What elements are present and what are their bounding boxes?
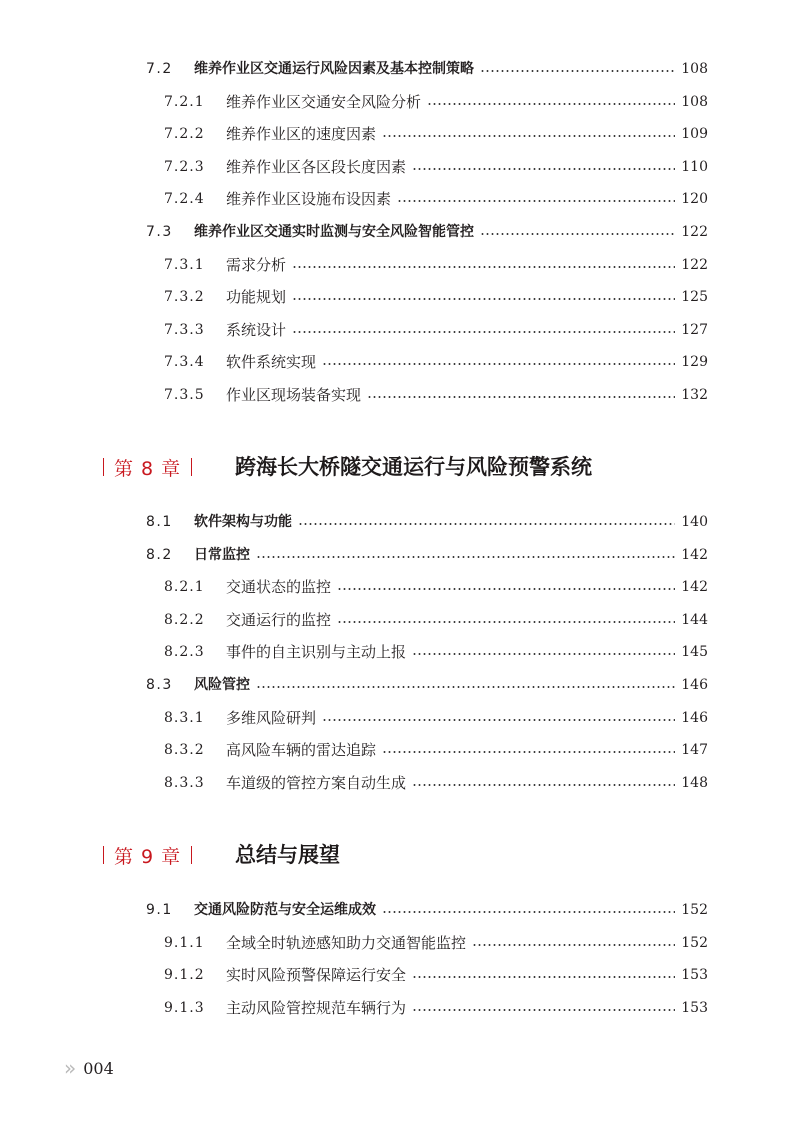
- toc-entry-8-3-3[interactable]: [164, 771, 708, 795]
- toc-entry-8-3[interactable]: [146, 673, 708, 697]
- toc-entry-title: 维养作业区交通运行风险因素及基本控制策略: [194, 61, 474, 77]
- toc-entry-title: 多维风险研判: [226, 709, 317, 727]
- dot-leader: [292, 331, 675, 333]
- toc-entry-page: 109: [681, 126, 708, 142]
- dot-leader: [412, 168, 675, 170]
- toc-entry-title: 软件架构与功能: [194, 514, 292, 530]
- toc-entry-number: 7.3.1: [164, 257, 205, 273]
- chapter-label: 第 8 章: [114, 457, 182, 480]
- toc-entry-number: 8.1: [146, 514, 173, 530]
- toc-entry-title: 风险管控: [194, 677, 250, 693]
- toc-entry-page: 144: [681, 612, 708, 628]
- dot-leader: [292, 298, 675, 300]
- toc-entry-number: 8.3.1: [164, 710, 205, 726]
- dot-leader: [382, 911, 675, 913]
- dot-leader: [337, 621, 675, 623]
- toc-entry-page: 122: [681, 224, 708, 240]
- toc-entry-7-3-3[interactable]: [164, 318, 708, 342]
- toc-entry-8-2-1[interactable]: [164, 575, 708, 599]
- toc-entry-page: 142: [681, 547, 708, 563]
- toc-entry-8-3-2[interactable]: [164, 738, 708, 762]
- toc-entry-page: 142: [681, 579, 708, 595]
- toc-entry-title: 系统设计: [226, 321, 287, 339]
- toc-entry-8-2-2[interactable]: [164, 608, 708, 632]
- dot-leader: [337, 588, 675, 590]
- toc-entry-number: 9.1.2: [164, 967, 205, 983]
- toc-entry-title: 维养作业区交通实时监测与安全风险智能管控: [194, 224, 474, 240]
- toc-entry-number: 7.2: [146, 61, 173, 77]
- toc-entry-7-3-5[interactable]: [164, 383, 708, 407]
- double-chevron-right-icon: »: [64, 1056, 77, 1080]
- dot-leader: [472, 944, 675, 946]
- toc-entry-7-2-3[interactable]: [164, 155, 708, 179]
- dot-leader: [412, 784, 675, 786]
- page-number: 004: [83, 1058, 114, 1078]
- toc-entry-page: 122: [681, 257, 708, 273]
- toc-entry-title: 车道级的管控方案自动生成: [226, 774, 407, 792]
- toc-entry-page: 146: [681, 677, 708, 693]
- toc-entry-title: 需求分析: [226, 256, 287, 274]
- toc-entry-7-3-4[interactable]: [164, 350, 708, 374]
- toc-entry-number: 7.2.1: [164, 94, 205, 110]
- toc-entry-number: 8.2.3: [164, 644, 205, 660]
- toc-entry-number: 8.3.3: [164, 775, 205, 791]
- toc-entry-page: 152: [681, 902, 708, 918]
- toc-entry-title: 维养作业区交通安全风险分析: [226, 93, 422, 111]
- chapter-9-heading[interactable]: [103, 840, 192, 870]
- toc-entry-7-3-2[interactable]: [164, 285, 708, 309]
- dot-leader: [322, 719, 675, 721]
- toc-entry-number: 7.2.2: [164, 126, 205, 142]
- toc-entry-page: 108: [681, 94, 708, 110]
- chapter-8-title: 跨海长大桥隧交通运行与风险预警系统: [235, 454, 592, 479]
- toc-entry-title: 软件系统实现: [226, 353, 317, 371]
- dot-leader: [480, 70, 675, 72]
- toc-entry-page: 140: [681, 514, 708, 530]
- chapter-label-bar-right: [191, 846, 192, 864]
- dot-leader: [480, 233, 675, 235]
- toc-entry-number: 8.2.2: [164, 612, 205, 628]
- toc-entry-8-2[interactable]: [146, 543, 708, 567]
- toc-entry-title: 维养作业区各区段长度因素: [226, 158, 407, 176]
- toc-entry-page: 129: [681, 354, 708, 370]
- toc-entry-page: 110: [681, 159, 708, 175]
- toc-entry-title: 维养作业区的速度因素: [226, 125, 377, 143]
- toc-entry-page: 108: [681, 61, 708, 77]
- toc-entry-8-3-1[interactable]: [164, 706, 708, 730]
- dot-leader: [292, 266, 675, 268]
- toc-entry-title: 交通风险防范与安全运维成效: [194, 902, 376, 918]
- toc-entry-page: 153: [681, 967, 708, 983]
- dot-leader: [256, 686, 675, 688]
- toc-entry-page: 153: [681, 1000, 708, 1016]
- toc-entry-number: 7.3.2: [164, 289, 205, 305]
- toc-entry-title: 事件的自主识别与主动上报: [226, 643, 407, 661]
- toc-entry-number: 7.3.4: [164, 354, 205, 370]
- toc-entry-page: 132: [681, 387, 708, 403]
- toc-entry-7-2[interactable]: [146, 57, 708, 81]
- toc-entry-title: 交通运行的监控: [226, 611, 332, 629]
- chapter-8-heading[interactable]: [103, 452, 192, 482]
- dot-leader: [397, 200, 675, 202]
- toc-entry-number: 9.1.1: [164, 935, 205, 951]
- dot-leader: [256, 556, 675, 558]
- toc-entry-title: 日常监控: [194, 547, 250, 563]
- toc-entry-number: 8.3: [146, 677, 173, 693]
- toc-entry-title: 维养作业区设施布设因素: [226, 190, 392, 208]
- toc-entry-number: 8.3.2: [164, 742, 205, 758]
- toc-entry-page: 152: [681, 935, 708, 951]
- toc-entry-page: 148: [681, 775, 708, 791]
- toc-entry-number: 7.2.3: [164, 159, 205, 175]
- chapter-9-title: 总结与展望: [235, 842, 340, 867]
- toc-entry-8-2-3[interactable]: [164, 640, 708, 664]
- toc-entry-number: 9.1: [146, 902, 173, 918]
- toc-entry-number: 7.3.3: [164, 322, 205, 338]
- toc-entry-number: 8.2: [146, 547, 173, 563]
- chapter-label: 第 9 章: [114, 845, 182, 868]
- toc-entry-number: 9.1.3: [164, 1000, 205, 1016]
- toc-entry-title: 交通状态的监控: [226, 578, 332, 596]
- toc-entry-page: 127: [681, 322, 708, 338]
- toc-entry-page: 145: [681, 644, 708, 660]
- toc-entry-8-1[interactable]: [146, 510, 708, 534]
- toc-entry-9-1-2[interactable]: [164, 963, 708, 987]
- dot-leader: [367, 396, 675, 398]
- toc-entry-7-2-1[interactable]: [164, 90, 708, 114]
- toc-entry-number: 8.2.1: [164, 579, 205, 595]
- chapter-label-bar-left: [103, 846, 104, 864]
- toc-entry-9-1[interactable]: [146, 898, 708, 922]
- toc-entry-title: 高风险车辆的雷达追踪: [226, 741, 377, 759]
- toc-entry-title: 作业区现场装备实现: [226, 386, 362, 404]
- toc-entry-7-3-1[interactable]: [164, 253, 708, 277]
- toc-entry-7-2-2[interactable]: [164, 122, 708, 146]
- chapter-label-bar-right: [191, 458, 192, 476]
- toc-entry-page: 146: [681, 710, 708, 726]
- dot-leader: [427, 103, 675, 105]
- toc-entry-page: 120: [681, 191, 708, 207]
- chapter-label-bar-left: [103, 458, 104, 476]
- dot-leader: [382, 135, 675, 137]
- toc-entry-7-2-4[interactable]: [164, 187, 708, 211]
- toc-entry-page: 147: [681, 742, 708, 758]
- toc-entry-9-1-3[interactable]: [164, 996, 708, 1020]
- dot-leader: [382, 751, 675, 753]
- dot-leader: [322, 363, 675, 365]
- toc-entry-number: 7.2.4: [164, 191, 205, 207]
- toc-entry-7-3[interactable]: [146, 220, 708, 244]
- toc-entry-title: 实时风险预警保障运行安全: [226, 966, 407, 984]
- toc-entry-9-1-1[interactable]: [164, 931, 708, 955]
- toc-entry-title: 全域全时轨迹感知助力交通智能监控: [226, 934, 467, 952]
- toc-entry-title: 功能规划: [226, 288, 287, 306]
- toc-entry-title: 主动风险管控规范车辆行为: [226, 999, 407, 1017]
- dot-leader: [412, 1009, 675, 1011]
- dot-leader: [412, 653, 675, 655]
- dot-leader: [298, 523, 675, 525]
- dot-leader: [412, 976, 675, 978]
- toc-entry-number: 7.3.5: [164, 387, 205, 403]
- toc-entry-number: 7.3: [146, 224, 173, 240]
- page-footer: [64, 1056, 114, 1080]
- toc-entry-page: 125: [681, 289, 708, 305]
